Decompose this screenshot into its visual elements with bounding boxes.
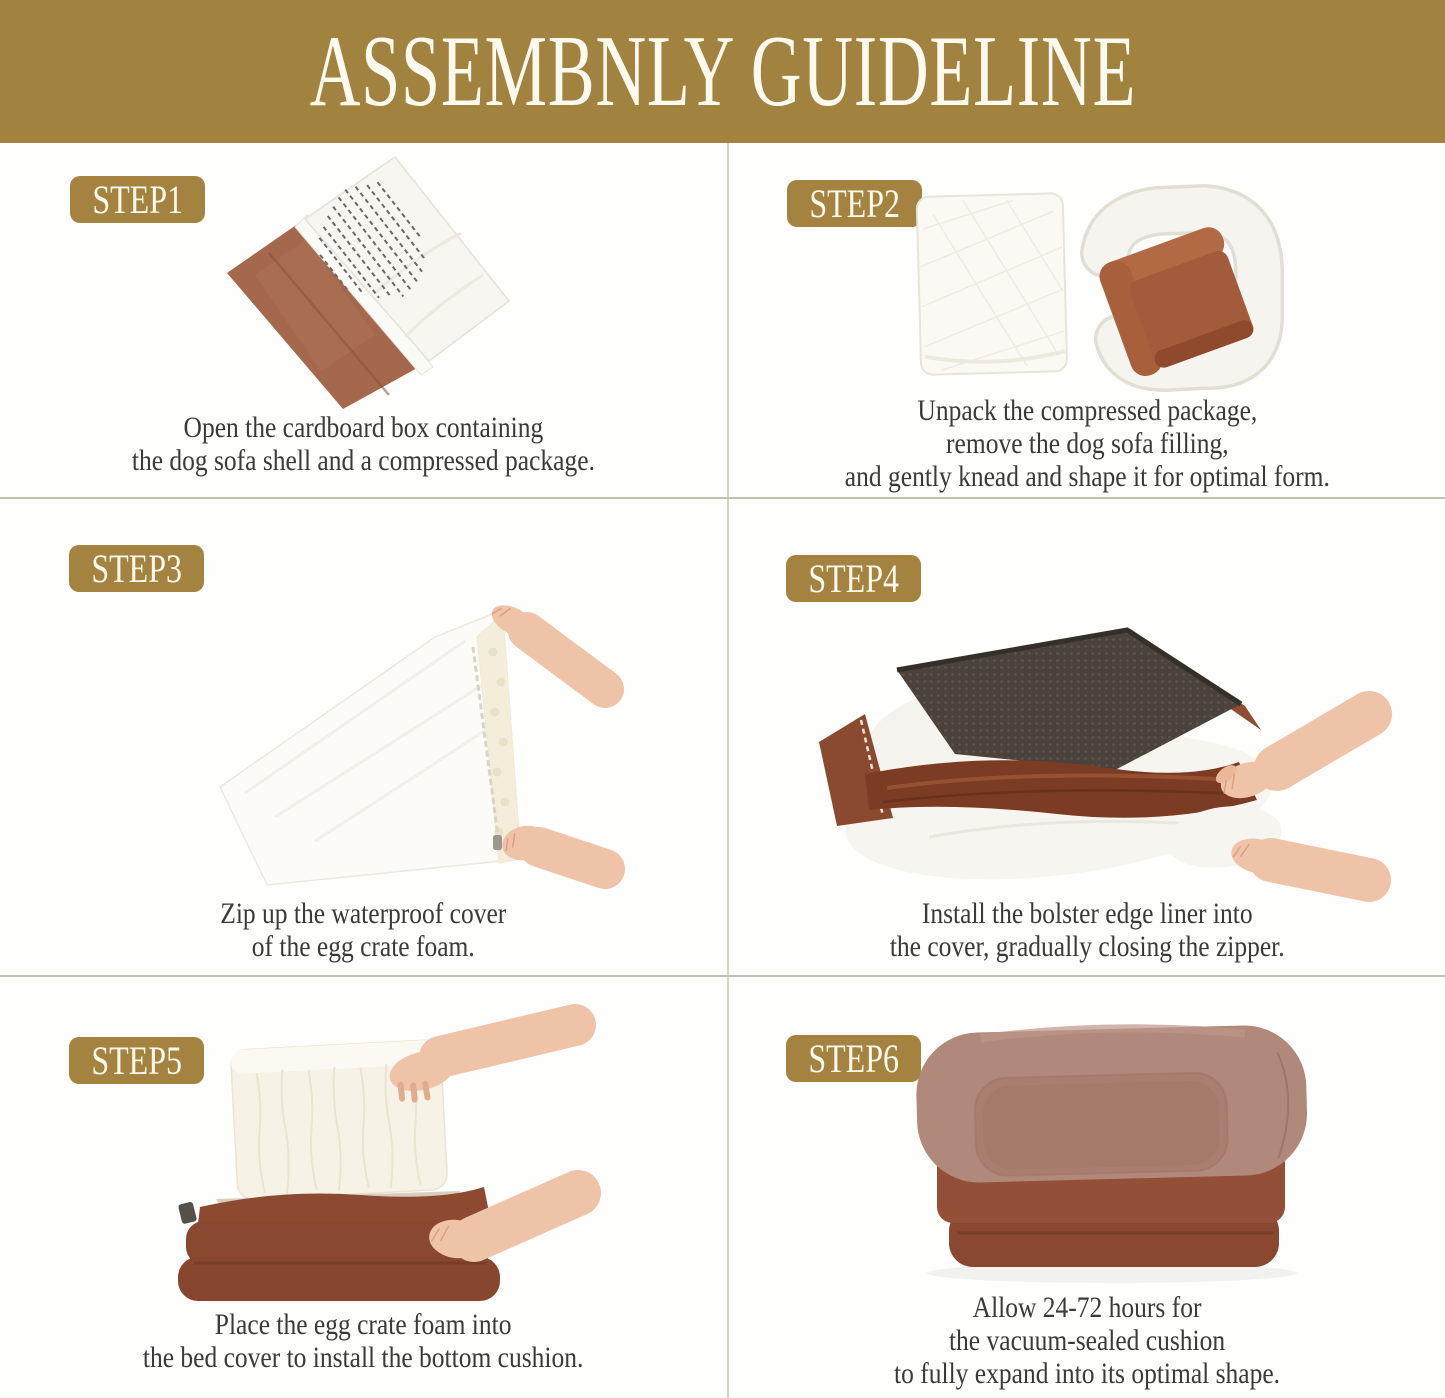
caption-line: the cover, gradually closing the zipper. xyxy=(889,930,1285,963)
caption-line: remove the dog sofa filling, xyxy=(945,427,1229,460)
step2-caption xyxy=(729,394,1445,493)
caption-line: Allow 24-72 hours for xyxy=(972,1291,1202,1324)
step3-badge-label: STEP3 xyxy=(91,545,183,591)
step3-illustration-zipping-cover-icon xyxy=(205,597,605,897)
caption-line: Zip up the waterproof cover xyxy=(220,897,507,930)
step1-caption xyxy=(0,411,727,477)
caption-line: to fully expand into its optimal shape. xyxy=(893,1357,1280,1390)
caption-line: Place the egg crate foam into xyxy=(215,1308,512,1341)
header-banner xyxy=(0,0,1445,143)
step1-illustration-folded-shell-package-icon xyxy=(225,153,615,411)
caption-line: and gently knead and shape it for optimal form. xyxy=(844,460,1330,493)
step1-badge-label: STEP1 xyxy=(92,176,184,222)
step4-illustration-bolster-into-cover-icon xyxy=(809,622,1369,922)
step-card-1 xyxy=(0,143,727,497)
step3-badge xyxy=(69,545,204,592)
step3-caption xyxy=(0,897,727,963)
step4-caption xyxy=(729,897,1445,963)
step2-badge xyxy=(787,180,922,227)
page-title: ASSEMBNLY GUIDELINE xyxy=(309,14,1136,128)
step5-caption xyxy=(0,1308,727,1374)
caption-line: the bed cover to install the bottom cushion. xyxy=(143,1341,584,1374)
caption-line: Install the bolster edge liner into xyxy=(921,897,1253,930)
step-card-4 xyxy=(729,497,1445,975)
caption-line: of the egg crate foam. xyxy=(251,930,475,963)
step-card-3 xyxy=(0,497,727,975)
caption-line: Unpack the compressed package, xyxy=(917,394,1257,427)
step5-badge-label: STEP5 xyxy=(91,1037,183,1083)
step6-illustration-finished-dog-sofa-icon xyxy=(887,1015,1347,1285)
step4-badge-label: STEP4 xyxy=(808,555,900,601)
step6-badge-label: STEP6 xyxy=(808,1035,900,1081)
caption-line: the dog sofa shell and a compressed package. xyxy=(131,444,596,477)
caption-line: the vacuum-sealed cushion xyxy=(948,1324,1226,1357)
step5-illustration-foam-into-cover-icon xyxy=(150,1027,580,1327)
step4-badge xyxy=(786,555,921,602)
step2-badge-label: STEP2 xyxy=(809,180,901,226)
step6-caption xyxy=(729,1291,1445,1390)
step-card-2 xyxy=(729,143,1445,497)
step2-illustration-foam-and-bolster-icon xyxy=(905,187,1285,402)
step-card-5 xyxy=(0,975,727,1398)
step1-badge xyxy=(70,176,205,223)
step-card-6 xyxy=(729,975,1445,1398)
caption-line: Open the cardboard box containing xyxy=(183,411,544,444)
